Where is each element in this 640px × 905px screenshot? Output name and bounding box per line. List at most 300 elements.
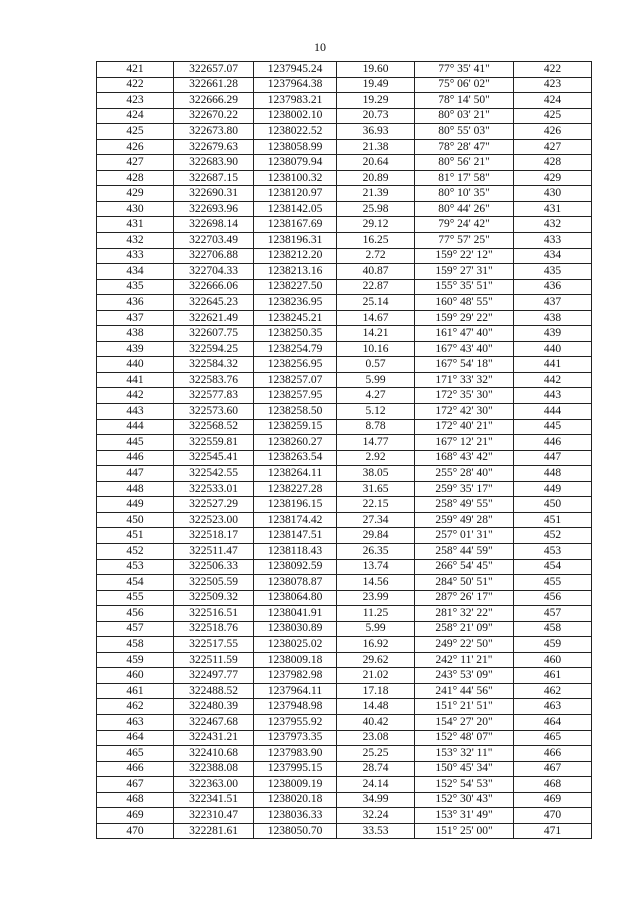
y-coordinate-cell: 1237948.98 (254, 699, 337, 715)
y-coordinate-cell: 1238257.07 (254, 372, 337, 388)
distance-cell: 19.29 (337, 93, 415, 109)
point-number-cell: 462 (97, 699, 174, 715)
bearing-cell: 80° 55' 03" (415, 124, 514, 140)
next-point-cell: 462 (514, 683, 592, 699)
x-coordinate-cell: 322497.77 (174, 668, 254, 684)
next-point-cell: 447 (514, 450, 592, 466)
x-coordinate-cell: 322518.76 (174, 621, 254, 637)
y-coordinate-cell: 1238079.94 (254, 155, 337, 171)
distance-cell: 4.27 (337, 388, 415, 404)
bearing-cell: 80° 56' 21" (415, 155, 514, 171)
bearing-cell: 152° 30' 43" (415, 792, 514, 808)
next-point-cell: 456 (514, 590, 592, 606)
next-point-cell: 435 (514, 264, 592, 280)
distance-cell: 21.38 (337, 139, 415, 155)
distance-cell: 14.56 (337, 575, 415, 591)
x-coordinate-cell: 322594.25 (174, 341, 254, 357)
point-number-cell: 436 (97, 295, 174, 311)
y-coordinate-cell: 1238142.05 (254, 201, 337, 217)
point-number-cell: 435 (97, 279, 174, 295)
point-number-cell: 455 (97, 590, 174, 606)
point-number-cell: 468 (97, 792, 174, 808)
table-row (97, 388, 592, 404)
y-coordinate-cell: 1238022.52 (254, 124, 337, 140)
bearing-cell: 161° 47' 40" (415, 326, 514, 342)
x-coordinate-cell: 322607.75 (174, 326, 254, 342)
next-point-cell: 431 (514, 201, 592, 217)
page-number: 10 (314, 40, 326, 54)
distance-cell: 8.78 (337, 419, 415, 435)
y-coordinate-cell: 1238213.16 (254, 264, 337, 280)
point-number-cell: 463 (97, 714, 174, 730)
bearing-cell: 257° 01' 31" (415, 528, 514, 544)
point-number-cell: 470 (97, 823, 174, 839)
next-point-cell: 453 (514, 543, 592, 559)
y-coordinate-cell: 1238020.18 (254, 792, 337, 808)
y-coordinate-cell: 1237995.15 (254, 761, 337, 777)
y-coordinate-cell: 1238236.95 (254, 295, 337, 311)
next-point-cell: 426 (514, 124, 592, 140)
next-point-cell: 444 (514, 404, 592, 420)
point-number-cell: 439 (97, 341, 174, 357)
bearing-cell: 258° 21' 09" (415, 621, 514, 637)
y-coordinate-cell: 1238254.79 (254, 341, 337, 357)
table-row (97, 466, 592, 482)
distance-cell: 38.05 (337, 466, 415, 482)
table-row (97, 481, 592, 497)
x-coordinate-cell: 322511.59 (174, 652, 254, 668)
y-coordinate-cell: 1237964.38 (254, 77, 337, 93)
table-row (97, 823, 592, 839)
distance-cell: 0.57 (337, 357, 415, 373)
distance-cell: 14.67 (337, 310, 415, 326)
point-number-cell: 447 (97, 466, 174, 482)
next-point-cell: 469 (514, 792, 592, 808)
bearing-cell: 75° 06' 02" (415, 77, 514, 93)
next-point-cell: 432 (514, 217, 592, 233)
x-coordinate-cell: 322467.68 (174, 714, 254, 730)
bearing-cell: 172° 40' 21" (415, 419, 514, 435)
x-coordinate-cell: 322573.60 (174, 404, 254, 420)
bearing-cell: 255° 28' 40" (415, 466, 514, 482)
point-number-cell: 427 (97, 155, 174, 171)
distance-cell: 40.42 (337, 714, 415, 730)
next-point-cell: 455 (514, 575, 592, 591)
bearing-cell: 167° 43' 40" (415, 341, 514, 357)
x-coordinate-cell: 322527.29 (174, 497, 254, 513)
distance-cell: 29.84 (337, 528, 415, 544)
point-number-cell: 467 (97, 777, 174, 793)
distance-cell: 28.74 (337, 761, 415, 777)
next-point-cell: 441 (514, 357, 592, 373)
point-number-cell: 456 (97, 606, 174, 622)
table-row (97, 201, 592, 217)
next-point-cell: 448 (514, 466, 592, 482)
y-coordinate-cell: 1238009.18 (254, 652, 337, 668)
x-coordinate-cell: 322505.59 (174, 575, 254, 591)
point-number-cell: 458 (97, 637, 174, 653)
distance-cell: 23.08 (337, 730, 415, 746)
x-coordinate-cell: 322704.33 (174, 264, 254, 280)
table-row (97, 512, 592, 528)
point-number-cell: 453 (97, 559, 174, 575)
table-row (97, 217, 592, 233)
distance-cell: 5.99 (337, 372, 415, 388)
x-coordinate-cell: 322673.80 (174, 124, 254, 140)
bearing-cell: 287° 26' 17" (415, 590, 514, 606)
distance-cell: 21.39 (337, 186, 415, 202)
bearing-cell: 159° 29' 22" (415, 310, 514, 326)
bearing-cell: 77° 35' 41" (415, 62, 514, 78)
bearing-cell: 80° 44' 26" (415, 201, 514, 217)
y-coordinate-cell: 1238041.91 (254, 606, 337, 622)
table-row (97, 357, 592, 373)
next-point-cell: 471 (514, 823, 592, 839)
table-row (97, 450, 592, 466)
distance-cell: 21.02 (337, 668, 415, 684)
point-number-cell: 444 (97, 419, 174, 435)
x-coordinate-cell: 322698.14 (174, 217, 254, 233)
distance-cell: 22.87 (337, 279, 415, 295)
y-coordinate-cell: 1238227.50 (254, 279, 337, 295)
point-number-cell: 423 (97, 93, 174, 109)
point-number-cell: 433 (97, 248, 174, 264)
next-point-cell: 463 (514, 699, 592, 715)
x-coordinate-cell: 322310.47 (174, 808, 254, 824)
y-coordinate-cell: 1238245.21 (254, 310, 337, 326)
y-coordinate-cell: 1237945.24 (254, 62, 337, 78)
distance-cell: 36.93 (337, 124, 415, 140)
table-row (97, 264, 592, 280)
next-point-cell: 425 (514, 108, 592, 124)
x-coordinate-cell: 322545.41 (174, 450, 254, 466)
y-coordinate-cell: 1237964.11 (254, 683, 337, 699)
point-number-cell: 446 (97, 450, 174, 466)
bearing-cell: 259° 35' 17" (415, 481, 514, 497)
distance-cell: 11.25 (337, 606, 415, 622)
x-coordinate-cell: 322488.52 (174, 683, 254, 699)
bearing-cell: 167° 12' 21" (415, 435, 514, 451)
bearing-cell: 258° 49' 55" (415, 497, 514, 513)
table-row (97, 77, 592, 93)
distance-cell: 2.72 (337, 248, 415, 264)
y-coordinate-cell: 1238259.15 (254, 419, 337, 435)
point-number-cell: 422 (97, 77, 174, 93)
distance-cell: 14.21 (337, 326, 415, 342)
table-row (97, 295, 592, 311)
x-coordinate-cell: 322281.61 (174, 823, 254, 839)
point-number-cell: 430 (97, 201, 174, 217)
x-coordinate-cell: 322506.33 (174, 559, 254, 575)
bearing-cell: 171° 33' 32" (415, 372, 514, 388)
table-row (97, 808, 592, 824)
bearing-cell: 150° 45' 34" (415, 761, 514, 777)
y-coordinate-cell: 1238196.15 (254, 497, 337, 513)
y-coordinate-cell: 1238058.99 (254, 139, 337, 155)
bearing-cell: 78° 14' 50" (415, 93, 514, 109)
table-row (97, 279, 592, 295)
next-point-cell: 451 (514, 512, 592, 528)
bearing-cell: 151° 25' 00" (415, 823, 514, 839)
distance-cell: 14.48 (337, 699, 415, 715)
x-coordinate-cell: 322645.23 (174, 295, 254, 311)
table-row (97, 124, 592, 140)
next-point-cell: 439 (514, 326, 592, 342)
bearing-cell: 152° 48' 07" (415, 730, 514, 746)
next-point-cell: 436 (514, 279, 592, 295)
y-coordinate-cell: 1238030.89 (254, 621, 337, 637)
x-coordinate-cell: 322518.17 (174, 528, 254, 544)
y-coordinate-cell: 1238120.97 (254, 186, 337, 202)
distance-cell: 16.92 (337, 637, 415, 653)
y-coordinate-cell: 1238263.54 (254, 450, 337, 466)
bearing-cell: 159° 22' 12" (415, 248, 514, 264)
distance-cell: 10.16 (337, 341, 415, 357)
next-point-cell: 422 (514, 62, 592, 78)
distance-cell: 20.64 (337, 155, 415, 171)
next-point-cell: 433 (514, 233, 592, 249)
x-coordinate-cell: 322693.96 (174, 201, 254, 217)
table-row (97, 792, 592, 808)
distance-cell: 20.89 (337, 170, 415, 186)
point-number-cell: 437 (97, 310, 174, 326)
table-row (97, 435, 592, 451)
distance-cell: 17.18 (337, 683, 415, 699)
table-row (97, 683, 592, 699)
bearing-cell: 151° 21' 51" (415, 699, 514, 715)
table-row (97, 606, 592, 622)
distance-cell: 33.53 (337, 823, 415, 839)
point-number-cell: 421 (97, 62, 174, 78)
table-row (97, 341, 592, 357)
y-coordinate-cell: 1238264.11 (254, 466, 337, 482)
next-point-cell: 450 (514, 497, 592, 513)
x-coordinate-cell: 322533.01 (174, 481, 254, 497)
table-row (97, 575, 592, 591)
bearing-cell: 159° 27' 31" (415, 264, 514, 280)
bearing-cell: 249° 22' 50" (415, 637, 514, 653)
x-coordinate-cell: 322584.32 (174, 357, 254, 373)
next-point-cell: 446 (514, 435, 592, 451)
table-row (97, 62, 592, 78)
y-coordinate-cell: 1238050.70 (254, 823, 337, 839)
bearing-cell: 258° 44' 59" (415, 543, 514, 559)
next-point-cell: 457 (514, 606, 592, 622)
y-coordinate-cell: 1238196.31 (254, 233, 337, 249)
distance-cell: 14.77 (337, 435, 415, 451)
x-coordinate-cell: 322666.29 (174, 93, 254, 109)
next-point-cell: 434 (514, 248, 592, 264)
point-number-cell: 466 (97, 761, 174, 777)
point-number-cell: 442 (97, 388, 174, 404)
distance-cell: 27.34 (337, 512, 415, 528)
table-row (97, 761, 592, 777)
y-coordinate-cell: 1238092.59 (254, 559, 337, 575)
y-coordinate-cell: 1238212.20 (254, 248, 337, 264)
distance-cell: 2.92 (337, 450, 415, 466)
point-number-cell: 457 (97, 621, 174, 637)
bearing-cell: 80° 03' 21" (415, 108, 514, 124)
y-coordinate-cell: 1238174.42 (254, 512, 337, 528)
next-point-cell: 452 (514, 528, 592, 544)
point-number-cell: 445 (97, 435, 174, 451)
point-number-cell: 450 (97, 512, 174, 528)
x-coordinate-cell: 322703.49 (174, 233, 254, 249)
table-row (97, 559, 592, 575)
y-coordinate-cell: 1238036.33 (254, 808, 337, 824)
table-row (97, 543, 592, 559)
point-number-cell: 460 (97, 668, 174, 684)
bearing-cell: 259° 49' 28" (415, 512, 514, 528)
y-coordinate-cell: 1238078.87 (254, 575, 337, 591)
table-row (97, 170, 592, 186)
y-coordinate-cell: 1238118.43 (254, 543, 337, 559)
bearing-cell: 281° 32' 22" (415, 606, 514, 622)
next-point-cell: 464 (514, 714, 592, 730)
distance-cell: 32.24 (337, 808, 415, 824)
y-coordinate-cell: 1237982.98 (254, 668, 337, 684)
distance-cell: 40.87 (337, 264, 415, 280)
x-coordinate-cell: 322577.83 (174, 388, 254, 404)
table-row (97, 730, 592, 746)
next-point-cell: 442 (514, 372, 592, 388)
y-coordinate-cell: 1237983.21 (254, 93, 337, 109)
x-coordinate-cell: 322341.51 (174, 792, 254, 808)
table-row (97, 186, 592, 202)
next-point-cell: 449 (514, 481, 592, 497)
x-coordinate-cell: 322687.15 (174, 170, 254, 186)
x-coordinate-cell: 322706.88 (174, 248, 254, 264)
distance-cell: 24.14 (337, 777, 415, 793)
distance-cell: 22.15 (337, 497, 415, 513)
bearing-cell: 172° 35' 30" (415, 388, 514, 404)
point-number-cell: 451 (97, 528, 174, 544)
bearing-cell: 153° 31' 49" (415, 808, 514, 824)
point-number-cell: 454 (97, 575, 174, 591)
x-coordinate-cell: 322690.31 (174, 186, 254, 202)
bearing-cell: 266° 54' 45" (415, 559, 514, 575)
point-number-cell: 441 (97, 372, 174, 388)
table-row (97, 155, 592, 171)
x-coordinate-cell: 322670.22 (174, 108, 254, 124)
y-coordinate-cell: 1238100.32 (254, 170, 337, 186)
next-point-cell: 428 (514, 155, 592, 171)
x-coordinate-cell: 322657.07 (174, 62, 254, 78)
next-point-cell: 445 (514, 419, 592, 435)
distance-cell: 29.12 (337, 217, 415, 233)
x-coordinate-cell: 322523.00 (174, 512, 254, 528)
point-number-cell: 432 (97, 233, 174, 249)
table-row (97, 372, 592, 388)
table-row (97, 777, 592, 793)
y-coordinate-cell: 1237955.92 (254, 714, 337, 730)
distance-cell: 23.99 (337, 590, 415, 606)
y-coordinate-cell: 1238258.50 (254, 404, 337, 420)
x-coordinate-cell: 322410.68 (174, 746, 254, 762)
point-number-cell: 465 (97, 746, 174, 762)
bearing-cell: 81° 17' 58" (415, 170, 514, 186)
table-row (97, 746, 592, 762)
next-point-cell: 443 (514, 388, 592, 404)
table-row (97, 528, 592, 544)
bearing-cell: 78° 28' 47" (415, 139, 514, 155)
x-coordinate-cell: 322511.47 (174, 543, 254, 559)
point-number-cell: 425 (97, 124, 174, 140)
x-coordinate-cell: 322683.90 (174, 155, 254, 171)
bearing-cell: 160° 48' 55" (415, 295, 514, 311)
x-coordinate-cell: 322388.08 (174, 761, 254, 777)
table-row (97, 652, 592, 668)
next-point-cell: 438 (514, 310, 592, 326)
next-point-cell: 440 (514, 341, 592, 357)
next-point-cell: 454 (514, 559, 592, 575)
x-coordinate-cell: 322431.21 (174, 730, 254, 746)
point-number-cell: 426 (97, 139, 174, 155)
table-row (97, 637, 592, 653)
table-row (97, 497, 592, 513)
next-point-cell: 430 (514, 186, 592, 202)
x-coordinate-cell: 322517.55 (174, 637, 254, 653)
y-coordinate-cell: 1238167.69 (254, 217, 337, 233)
table-row (97, 248, 592, 264)
distance-cell: 5.12 (337, 404, 415, 420)
bearing-cell: 242° 11' 21" (415, 652, 514, 668)
point-number-cell: 452 (97, 543, 174, 559)
table-row (97, 404, 592, 420)
table-row (97, 590, 592, 606)
table-row (97, 108, 592, 124)
table-row (97, 621, 592, 637)
table-row (97, 139, 592, 155)
next-point-cell: 437 (514, 295, 592, 311)
next-point-cell: 467 (514, 761, 592, 777)
y-coordinate-cell: 1238260.27 (254, 435, 337, 451)
point-number-cell: 431 (97, 217, 174, 233)
y-coordinate-cell: 1238257.95 (254, 388, 337, 404)
bearing-cell: 80° 10' 35" (415, 186, 514, 202)
x-coordinate-cell: 322661.28 (174, 77, 254, 93)
bearing-cell: 241° 44' 56" (415, 683, 514, 699)
distance-cell: 31.65 (337, 481, 415, 497)
next-point-cell: 461 (514, 668, 592, 684)
point-number-cell: 461 (97, 683, 174, 699)
table-row (97, 310, 592, 326)
table-row (97, 93, 592, 109)
point-number-cell: 443 (97, 404, 174, 420)
bearing-cell: 284° 50' 51" (415, 575, 514, 591)
x-coordinate-cell: 322679.63 (174, 139, 254, 155)
y-coordinate-cell: 1238002.10 (254, 108, 337, 124)
point-number-cell: 459 (97, 652, 174, 668)
distance-cell: 13.74 (337, 559, 415, 575)
table-row (97, 714, 592, 730)
bearing-cell: 152° 54' 53" (415, 777, 514, 793)
point-number-cell: 424 (97, 108, 174, 124)
table-row (97, 326, 592, 342)
point-number-cell: 464 (97, 730, 174, 746)
distance-cell: 16.25 (337, 233, 415, 249)
next-point-cell: 470 (514, 808, 592, 824)
y-coordinate-cell: 1238147.51 (254, 528, 337, 544)
x-coordinate-cell: 322509.32 (174, 590, 254, 606)
table-row (97, 419, 592, 435)
next-point-cell: 459 (514, 637, 592, 653)
x-coordinate-cell: 322363.00 (174, 777, 254, 793)
next-point-cell: 424 (514, 93, 592, 109)
table-row (97, 668, 592, 684)
next-point-cell: 429 (514, 170, 592, 186)
bearing-cell: 172° 42' 30" (415, 404, 514, 420)
